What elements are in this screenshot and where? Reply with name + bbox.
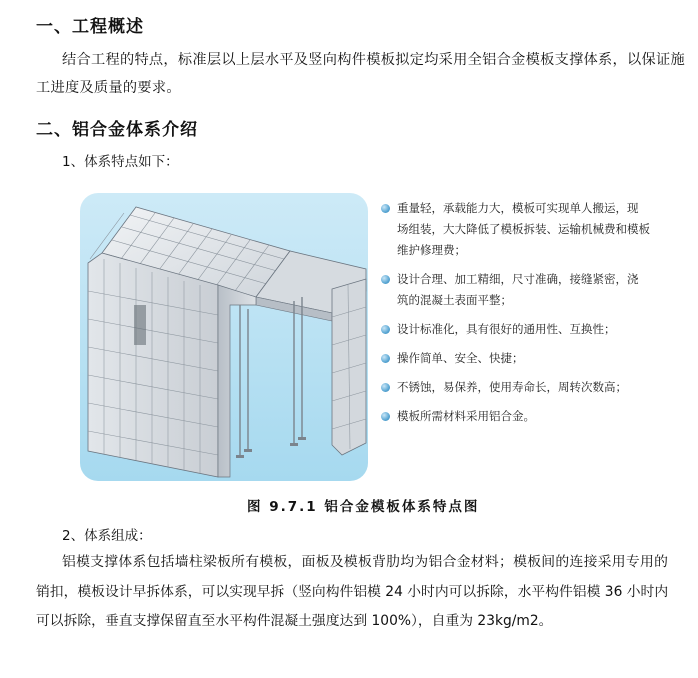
feature-bullet-4: 操作简单、安全、快捷； <box>381 348 681 369</box>
feature-bullet-5: 不锈蚀，易保养，使用寿命长，周转次数高； <box>381 377 681 398</box>
bullet-dot-icon <box>381 354 390 363</box>
subheading-features: 1、体系特点如下： <box>62 154 179 170</box>
figure-caption: 图 9.7.1 铝合金模板体系特点图 <box>247 499 480 515</box>
composition-paragraph-line-3: 可以拆除，垂直支撑保留直至水平构件混凝土强度达到 100%），自重为 23kg/m2。 <box>36 613 553 629</box>
bullet-dot-icon <box>381 325 390 334</box>
bullet-dot-icon <box>381 275 390 284</box>
feature-bullet-1: 重量轻，承载能力大，模板可实现单人搬运，现 场组装，大大降低了模板拆装、运输机械费和模板 维护修理费； <box>381 198 681 261</box>
overview-paragraph-line-1: 结合工程的特点，标准层以上层水平及竖向构件模板拟定均采用全铝合金模板支撑体系，以保证施 <box>62 52 685 68</box>
overview-paragraph-line-2: 工进度及质量的要求。 <box>36 80 181 96</box>
subheading-composition: 2、体系组成： <box>62 528 152 544</box>
feature-bullet-list <box>381 198 681 427</box>
bullet-dot-icon <box>381 412 390 421</box>
composition-paragraph-line-2: 销扣，模板设计早拆体系，可以实现早拆（竖向构件铝模 24 小时内可以拆除，水平构件铝模 36 小时内 <box>36 584 669 600</box>
composition-paragraph-line-1: 铝模支撑体系包括墙柱梁板所有模板，面板及模板背肋均为铝合金材料；模板间的连接采用专用的 <box>62 554 669 570</box>
formwork-illustration <box>80 193 368 481</box>
feature-bullet-2: 设计合理、加工精细，尺寸准确，接缝紧密，浇 筑的混凝土表面平整； <box>381 269 681 311</box>
feature-bullet-3: 设计标准化，具有很好的通用性、互换性； <box>381 319 681 340</box>
bullet-dot-icon <box>381 204 390 213</box>
bullet-dot-icon <box>381 383 390 392</box>
section-heading-overview: 一、工程概述 <box>36 17 144 37</box>
feature-bullet-6: 模板所需材料采用铝合金。 <box>381 406 681 427</box>
section-heading-aluminum-system: 二、铝合金体系介绍 <box>36 120 198 140</box>
